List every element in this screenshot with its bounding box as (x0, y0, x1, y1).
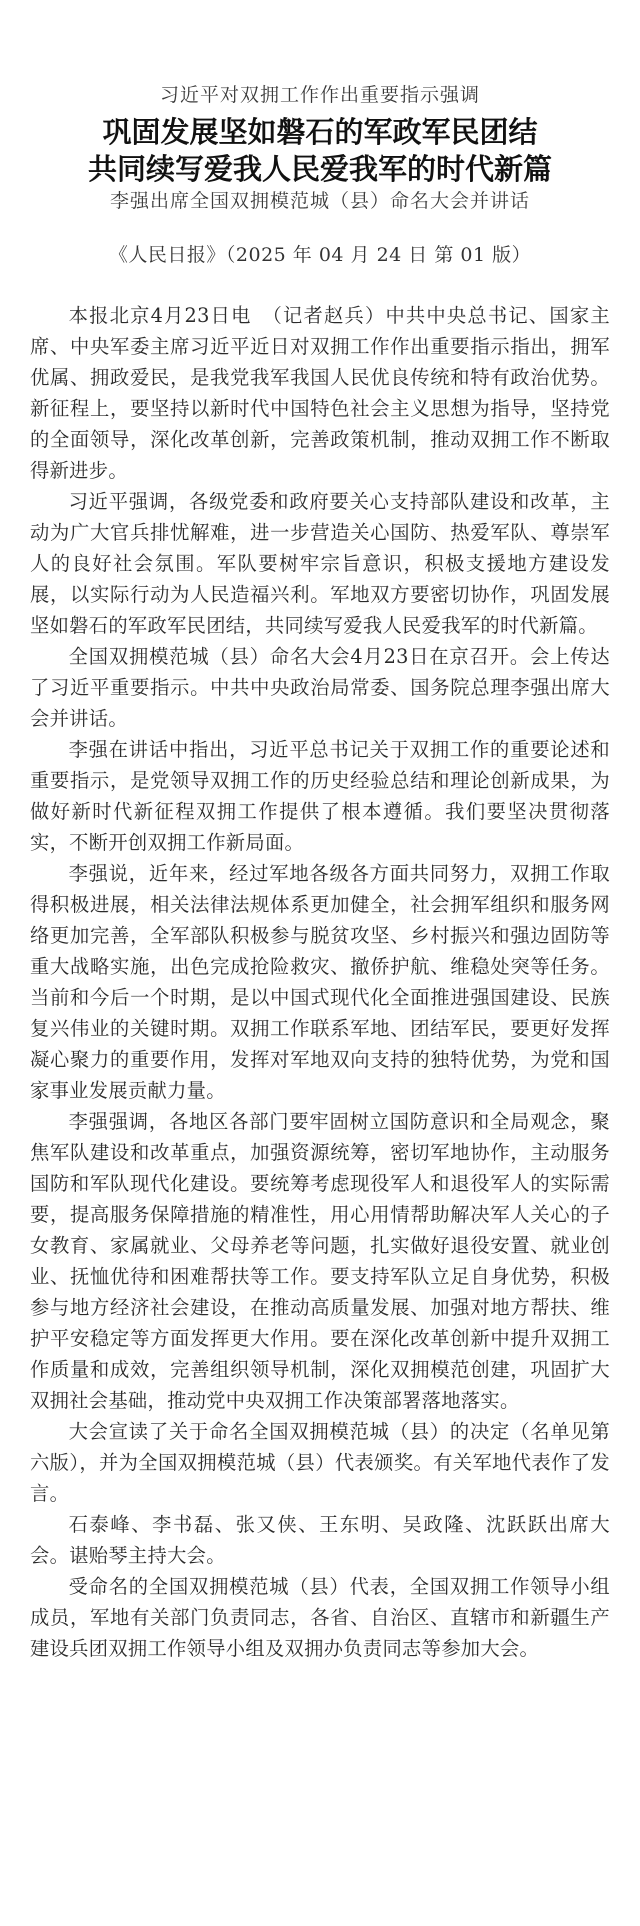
paragraph: 石泰峰、李书磊、张又侠、王东明、吴政隆、沈跃跃出席大会。谌贻琴主持大会。 (30, 1513, 610, 1567)
article-body (30, 300, 610, 1664)
kicker-headline: 习近平对双拥工作作出重要指示强调 (159, 84, 480, 106)
headline-line-1: 巩固发展坚如磐石的军政军民团结 (102, 115, 538, 149)
paragraph: 受命名的全国双拥模范城（县）代表，全国双拥工作领导小组成员，军地有关部门负责同志，各省、自治区、直辖市和新疆生产建设兵团双拥工作领导小组及双拥办负责同志等参加大会。 (30, 1575, 610, 1660)
paragraph: 李强在讲话中指出，习近平总书记关于双拥工作的重要论述和重要指示，是党领导双拥工作的历史经验总结和理论创新成果，为做好新时代新征程双拥工作提供了根本遵循。我们要坚决贯彻落实，不断开创双拥工作新局面。 (30, 738, 610, 854)
paragraph: 大会宣读了关于命名全国双拥模范城（县）的决定（名单见第六版），并为全国双拥模范城（县）代表颁奖。有关军地代表作了发言。 (30, 1420, 610, 1505)
paragraph: 本报北京4月23日电 （记者赵兵）中共中央总书记、国家主席、中央军委主席习近平近日对双拥工作作出重要指示指出，拥军优属、拥政爱民，是我党我军我国人民优良传统和特有政治优势。新征程上，要坚持以新时代中国特色社会主义思想为指导，坚持党的全面领导，深化改革创新，完善政策机制，推动双拥工作不断取得新进步。 (30, 304, 610, 482)
source-line: 《人民日报》（2025 年 04 月 24 日 第 01 版） (108, 244, 532, 266)
paragraph: 全国双拥模范城（县）命名大会4月23日在京召开。会上传达了习近平重要指示。中共中央政治局常委、国务院总理李强出席大会并讲话。 (30, 645, 610, 730)
paragraph: 李强说，近年来，经过军地各级各方面共同努力，双拥工作取得积极进展，相关法律法规体系更加健全，社会拥军组织和服务网络更加完善，全军部队积极参与脱贫攻坚、乡村振兴和强边固防等重大战略实施，出色完成抢险救灾、撤侨护航、维稳处突等任务。当前和今后一个时期，是以中国式现代化全面推进强国建设、民族复兴伟业的关键时期。双拥工作联系军地、团结军民，要更好发挥凝心聚力的重要作用，发挥对军地双向支持的独特优势，为党和国家事业发展贡献力量。 (30, 862, 610, 1102)
subtitle: 李强出席全国双拥模范城（县）命名大会并讲话 (109, 190, 530, 212)
paragraph: 李强强调，各地区各部门要牢固树立国防意识和全局观念，聚焦军队建设和改革重点，加强资源统筹，密切军地协作，主动服务国防和军队现代化建设。要统筹考虑现役军人和退役军人的实际需要，提高服务保障措施的精准性，用心用情帮助解决军人关心的子女教育、家属就业、父母养老等问题，扎实做好退役安置、就业创业、抚恤优待和困难帮扶等工作。要支持军队立足自身优势，积极参与地方经济社会建设，在推动高质量发展、加强对地方帮扶、维护平安稳定等方面发挥更大作用。要在深化改革创新中提升双拥工作质量和成效，完善组织领导机制，深化双拥模范创建，巩固扩大双拥社会基础，推动党中央双拥工作决策部署落地落实。 (30, 1110, 610, 1412)
paragraph: 习近平强调，各级党委和政府要关心支持部队建设和改革，主动为广大官兵排忧解难，进一步营造关心国防、热爱军队、尊崇军人的良好社会氛围。军队要树牢宗旨意识，积极支援地方建设发展，以实际行动为人民造福兴利。军地双方要密切协作，巩固发展坚如磐石的军政军民团结，共同续写爱我人民爱我军的时代新篇。 (30, 490, 610, 637)
headline-line-2: 共同续写爱我人民爱我军的时代新篇 (87, 152, 552, 186)
